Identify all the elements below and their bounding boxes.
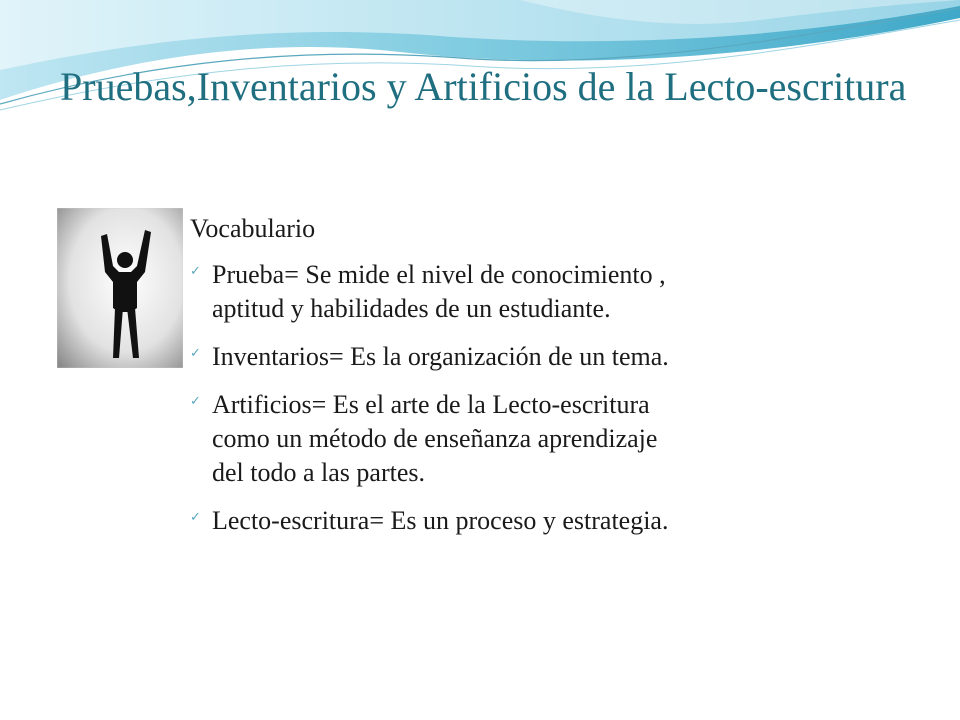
- check-icon: ✓: [190, 510, 201, 525]
- bullet-line: aptitud y habilidades de un estudiante.: [212, 294, 611, 323]
- slide-body: [190, 214, 890, 552]
- bullet-item-lecto-escritura: [190, 504, 890, 538]
- bullet-item-artificios: [190, 388, 890, 490]
- bullet-line: como un método de enseñanza aprendizaje: [212, 424, 658, 453]
- bullet-line: del todo a las partes.: [212, 458, 425, 487]
- bullet-item-inventarios: [190, 340, 890, 374]
- bullet-line: Prueba= Se mide el nivel de conocimiento ,: [212, 260, 666, 289]
- check-icon: ✓: [190, 264, 201, 279]
- bullet-line: Inventarios= Es la organización de un tema.: [212, 342, 669, 371]
- bullet-list: [190, 258, 890, 538]
- slide-title: Pruebas,Inventarios y Artificios de la Lecto-escritura: [60, 64, 907, 109]
- bullet-line: Artificios= Es el arte de la Lecto-escritura: [212, 390, 650, 419]
- bullet-text: [212, 340, 890, 374]
- check-icon: ✓: [190, 346, 201, 361]
- bullet-text: [212, 258, 890, 326]
- bullet-text: [212, 504, 890, 538]
- bullet-line: Lecto-escritura= Es un proceso y estrategia.: [212, 506, 669, 535]
- bullet-item-prueba: [190, 258, 890, 326]
- bullet-text: [212, 388, 890, 490]
- check-icon: ✓: [190, 394, 201, 409]
- person-silhouette-photo: [57, 208, 183, 368]
- section-heading: Vocabulario: [190, 214, 316, 243]
